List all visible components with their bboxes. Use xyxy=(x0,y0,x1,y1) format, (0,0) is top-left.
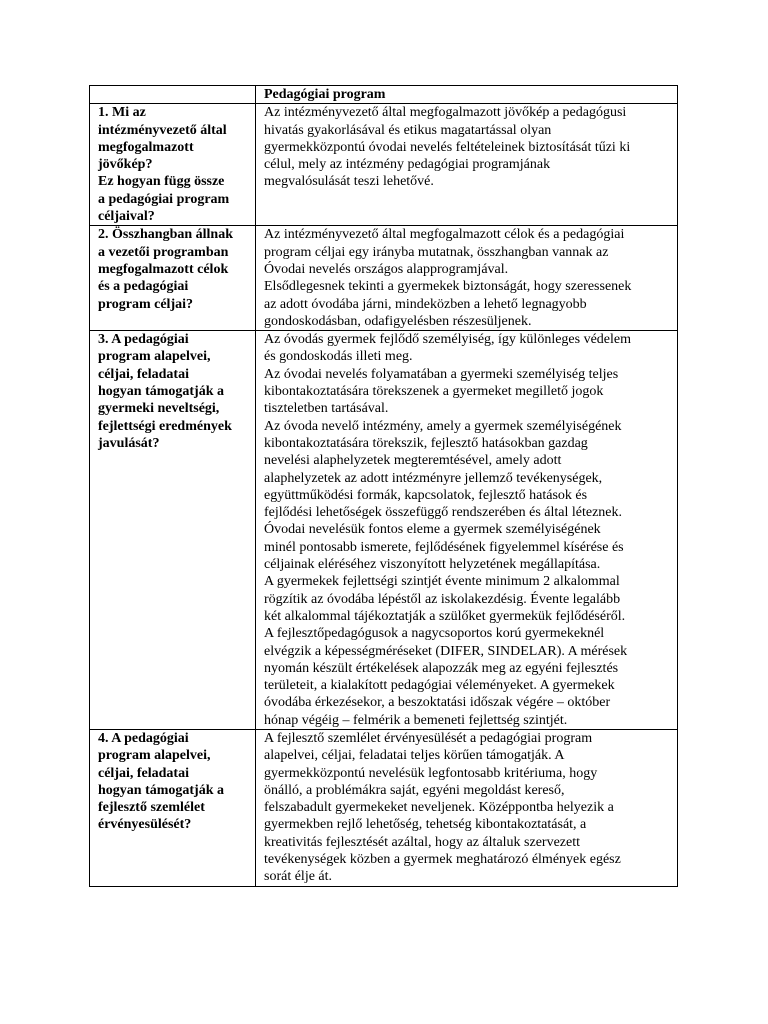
table-row xyxy=(90,729,678,886)
table-row xyxy=(90,104,678,226)
question-text: 4. A pedagógiai program alapelvei, céljai, feladatai hogyan támogatják a fejlesztő szemlélet érvényesülését? xyxy=(98,730,225,833)
answer-text: Az óvodás gyermek fejlődő személyiség, így különleges védelem és gondoskodás illeti meg. Az óvodai nevelés folyamatában a gyermeki személyiség teljes kibontakoztatására törekszenek a gyermeket megillető jogok tiszteletben tartásával. Az óvoda nevelő intézmény, amely a gyermek személyiségének kibontakoztatására törekszik, fejlesztő hatásokban gazdag nevelési alaphelyzetek megteremtésével, amely adott alaphelyzetek az adott intézményre jellemző tevékenységek, együttműködési formák, kapcsolatok, fejlesztő hatások és fejlődési lehetőségek összefüggő rendszerében és által léteznek. Óvodai nevelésük fontos eleme a gyermek személyiségének minél pontosabb ismerete, fejlődésének figyelemmel kísérése és céljainak eléréséhez viszonyított helyzetének megállapítása. A gyermekek fejlettségi szintjét évente minimum 2 alkalommal rögzítik az óvodába lépéstől az iskolakezdésig. Évente legalább két alkalommal tájékoztatják a szülőket gyermekük fejlődéséről. A fejlesztőpedagógusok a nagycsoportos korú gyermekeknél elvégzik a képességméréseket (DIFER, SINDELAR). A mérések nyomán készült értékelések alapozzák meg az egyéni fejlesztés területeit, a kialakított pedagógiai véleményeket. A gyermekek óvodába érkezésekor, a beszoktatási időszak végére – október hónap végéig – felmérik a bemeneti fejlettség szintjét. xyxy=(264,332,632,728)
program-table xyxy=(89,85,678,887)
question-cell xyxy=(90,729,256,886)
answer-text: A fejlesztő szemlélet érvényesülését a pedagógiai program alapelvei, céljai, feladatai teljes körűen támogatják. A gyermekközpontú nevelésük legfontosabb kritériuma, hogy önálló, a problémákra saját, egyéni megoldást kereső, felszabadult gyermekeket neveljenek. Középpontba helyezik a gyermekben rejlő lehetőség, tehetség kibontakoztatását, a kreativitás fejlesztését azáltal, hogy az általuk szervezett tevékenységek közben a gyermek meghatározó élmények egész sorát élje át. xyxy=(264,730,621,885)
table-row xyxy=(90,226,678,331)
question-text: 3. A pedagógiai program alapelvei, céljai, feladatai hogyan támogatják a gyermeki neveltségi, fejlettségi eredmények javulását? xyxy=(98,332,232,451)
table-header-row xyxy=(90,86,678,104)
answer-text: Az intézményvezető által megfogalmazott jövőkép a pedagógusi hivatás gyakorlásával és etikus magatartással olyan gyermekközpontú óvodai nevelés feltételeinek biztosítását tűzi ki célul, mely az intézmény pedagógiai programjának megvalósulását teszi lehetővé. xyxy=(264,105,631,190)
answer-cell xyxy=(256,104,678,226)
answer-cell xyxy=(256,729,678,886)
question-cell xyxy=(90,104,256,226)
question-text: 2. Összhangban állnak a vezetői programban megfogalmazott célok és a pedagógiai program céljai? xyxy=(98,227,233,312)
answer-text: Az intézményvezető által megfogalmazott célok és a pedagógiai program céljai egy irányba mutatnak, összhangban vannak az Óvodai nevelés országos alapprogramjával. Elsődlegesnek tekinti a gyermekek biztonságát, hogy szeressenek az adott óvodába járni, mindeközben a lehető legnagyobb gondoskodásban, odafigyelésben részesüljenek. xyxy=(264,227,632,329)
question-cell xyxy=(90,226,256,331)
header-cell-question xyxy=(90,86,256,104)
table-row xyxy=(90,331,678,730)
question-cell xyxy=(90,331,256,730)
question-text: 1. Mi az intézményvezető által megfogalmazott jövőkép? Ez hogyan függ össze a pedagógiai program céljaival? xyxy=(98,105,230,225)
answer-cell xyxy=(256,226,678,331)
header-cell-program: Pedagógiai program xyxy=(256,86,678,104)
answer-cell xyxy=(256,331,678,730)
